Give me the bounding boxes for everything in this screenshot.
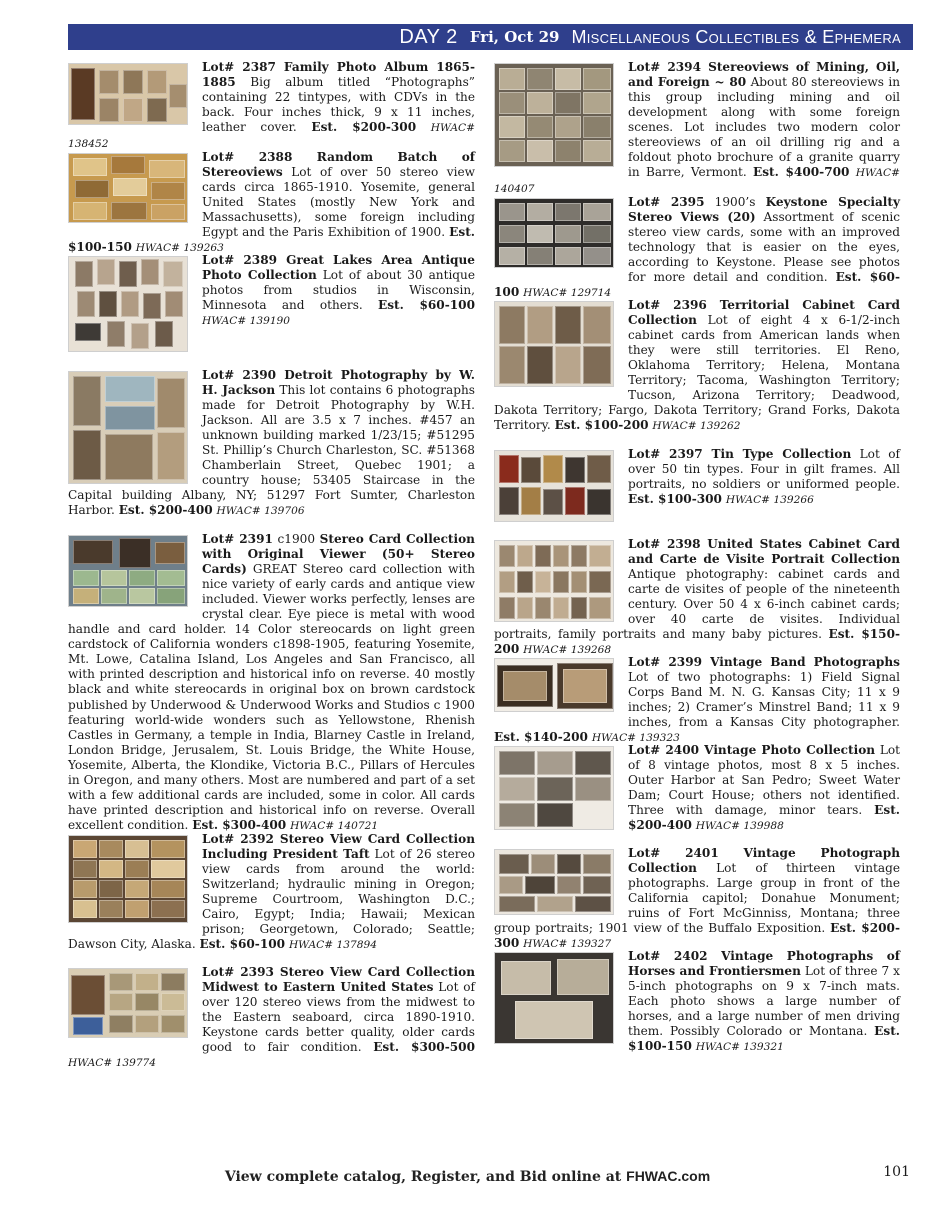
lot-2387-photo bbox=[68, 63, 188, 125]
lot-2389-photo bbox=[68, 256, 188, 352]
lot-2397-title: Lot# 2397 Tin Type Collection bbox=[628, 447, 852, 461]
lot-2396-text: Lot of eight 4 x 6-1/2-inch cabinet cards from American lands when they were still territories. El Reno, Oklahoma Territory; Helena, Montana Territory; Tacoma, Washington Territory; Tucson, Arizona Territory; Deadwood, Dakota Territory; Fargo, Dakota Territory; Grand Forks, Dakota Territory. bbox=[494, 313, 900, 433]
lot-2398-title: Lot# 2398 United States Cabinet Card and Carte de Visite Portrait Collection bbox=[628, 537, 900, 567]
lot-2396-photo bbox=[494, 301, 614, 387]
lot-2389-title: Lot# 2389 Great Lakes Area Antique Photo Collection bbox=[202, 253, 475, 283]
lot-2395-estimate: Est. $60-100 bbox=[494, 270, 900, 300]
lot-2393-photo bbox=[68, 968, 188, 1038]
lot-2392-photo bbox=[68, 835, 188, 923]
lot-2394 bbox=[494, 60, 900, 197]
lot-2395-title: Lot# 2395 bbox=[628, 195, 705, 209]
lot-2391-pre: c1900 bbox=[272, 532, 320, 546]
lot-2400-title: Lot# 2400 Vintage Photo Collection bbox=[628, 743, 876, 757]
lot-2401-photo bbox=[494, 849, 614, 915]
lot-2391-title: Lot# 2391 bbox=[202, 532, 273, 546]
lot-2397-hwac: HWAC# 139266 bbox=[725, 494, 814, 507]
lot-2398-estimate: Est. $150-200 bbox=[494, 627, 900, 657]
lot-2398-text: Antique photography: cabinet cards and carte de visites of people of the nineteenth century. Over 50 4 x 6-inch cabinet cards; over 40 carte de visites. Individual portraits, family portraits and many baby pictures. bbox=[494, 567, 900, 642]
lot-2400-hwac: HWAC# 139988 bbox=[695, 820, 784, 833]
lot-2393-text: Lot of over 120 stereo views from the midwest to the Eastern seaboard, circa 1890-1910. Keystone cards better quality, older cards good to fair condition. bbox=[202, 980, 475, 1055]
lot-2395-photo bbox=[494, 198, 614, 268]
header-category: Miscellaneous Collectibles & Ephemera bbox=[571, 26, 901, 47]
lot-2393-hwac: HWAC# 139774 bbox=[68, 1057, 157, 1070]
lot-2395-hwac: HWAC# 129714 bbox=[523, 287, 612, 300]
lot-2397-estimate: Est. $100-300 bbox=[628, 492, 722, 507]
lot-2389-text: Lot of about 30 antique photos from studios in Wisconsin, Minnesota and others. bbox=[202, 268, 475, 313]
lot-2387-title: Lot# 2387 Family Photo Album 1865-1885 bbox=[202, 60, 475, 90]
lot-2395-text: Assortment of scenic stereo view cards, some with an improved technology that is easier on the eyes, according to Keystone. Please see photos for more detail and condition. bbox=[628, 210, 900, 285]
lot-2387-text: Big album titled “Photographs” containing 22 tintypes, with CDVs in the back. Four inches thick, 9 x 11 inches, leather cover. bbox=[202, 75, 475, 135]
lot-2388-text: Lot of over 50 stereo view cards circa 1865-1910. Yosemite, general United States (mostly New York and Massachusetts), some foreign including Egypt and the Paris Exhibition of 1900. bbox=[202, 165, 475, 240]
lot-2400-text: Lot of 8 vintage photos, most 8 x 5 inches. Outer Harbor at San Pedro; Sweet Water Dam; Court House; others not identified. Three with damage, minor tears. bbox=[628, 743, 900, 818]
lot-2397-text: Lot of over 50 tin types. Four in gilt frames. All portraits, no soldiers or uniformed people. bbox=[628, 447, 900, 492]
header-day: DAY 2 bbox=[399, 25, 458, 48]
lot-2400 bbox=[494, 743, 900, 834]
lot-2402 bbox=[494, 949, 900, 1055]
lot-2399-text: Lot of two photographs: 1) Field Signal Corps Band M. N. G. Kansas City; 11 x 9 inches; 2) Cramer’s Minstrel Band; 11 x 9 inches, from a Kansas City photographer. bbox=[628, 670, 900, 730]
lot-2399-photo bbox=[494, 658, 614, 712]
lot-2396-title: Lot# 2396 Territorial Cabinet Card Collection bbox=[628, 298, 900, 328]
lot-2392-hwac: HWAC# 137894 bbox=[288, 939, 377, 952]
lot-2401-title: Lot# 2401 Vintage Photograph Collection bbox=[628, 846, 900, 876]
lot-2395-pre: 1900’s bbox=[704, 195, 766, 209]
lot-2387 bbox=[68, 60, 475, 152]
lot-2390-hwac: HWAC# 139706 bbox=[216, 505, 305, 518]
lot-2388-hwac: HWAC# 139263 bbox=[135, 242, 224, 255]
lot-2388-photo bbox=[68, 153, 188, 223]
lot-2390 bbox=[68, 368, 475, 519]
lot-2395 bbox=[494, 195, 900, 301]
lot-2402-estimate: Est. $100-150 bbox=[628, 1024, 900, 1054]
lot-2391 bbox=[68, 532, 475, 834]
lot-2391-photo bbox=[68, 535, 188, 607]
lot-2401-text: Lot of thirteen vintage photographs. Large group in front of the California capitol; Donahue Monument; ruins of Fort McGinniss, Montana; three group portraits; 1901 view of the Buffalo Exposition. bbox=[494, 861, 900, 936]
lot-2390-title: Lot# 2390 Detroit Photography by W. H. Jackson bbox=[202, 368, 475, 398]
lot-2399-hwac: HWAC# 139323 bbox=[591, 732, 680, 745]
lot-2392 bbox=[68, 832, 475, 953]
lot-2398 bbox=[494, 537, 900, 658]
lot-2388 bbox=[68, 150, 475, 256]
lot-2391-estimate: Est. $300-400 bbox=[192, 817, 287, 832]
lot-2388-title: Lot# 2388 Random Batch of Stereoviews bbox=[202, 150, 475, 180]
lot-2402-text: Lot of three 7 x 5-inch photographs on 9 x 7-inch mats. Each photo shows a large number of horses, and a large number of men driving them. Possibly Colorado or Montana. bbox=[628, 964, 900, 1039]
footer-banner bbox=[0, 1168, 935, 1185]
lot-2402-title: Lot# 2402 Vintage Photographs of Horses and Frontiersmen bbox=[628, 949, 900, 979]
lot-2389 bbox=[68, 253, 475, 356]
lot-2393-title: Lot# 2393 Stereo View Card Collection Midwest to Eastern United States bbox=[202, 965, 475, 995]
lot-2391-text: GREAT Stereo card collection with nice variety of early cards and antique view included. Viewer works perfectly, lenses are crystal clear. Eye piece is metal with wood handle and card holder. 14 Color stereocards on light green cardstock of California wonders c1898-1905, featuring Yosemite, Mt. Lowe, Catalina Island, Los Angeles and San Francisco, all with printed description and historical info on reverse. 40 mostly black and white stereocards in original box on brown cardstock published by Underwood & Underwood Works and Studios c 1900 featuring world-wide wonders such as Yellowstone, Rhenish Castles in Germany, a temple in India, Blarney Castle in Ireland, London Bridge, Jerusalem, St. Louis Bridge, the White House, Yosemite, Alberta, the Klondike, Victoria B.C., Pillars of Hercules in Oregon, and many others. Most are numbered and part of a set with a few additional cards are included, some in color. All cards have printed description and historical info on reverse. Overall excellent condition. bbox=[68, 562, 476, 832]
lot-2399-title: Lot# 2399 Vintage Band Photographs bbox=[628, 655, 900, 669]
lot-2390-estimate: Est. $200-400 bbox=[118, 503, 213, 518]
lot-2395-title-2: Keystone Specialty Stereo Views (20) bbox=[628, 195, 900, 225]
lot-2396-hwac: HWAC# 139262 bbox=[652, 420, 741, 433]
lot-2397-photo bbox=[494, 450, 614, 522]
lot-2398-photo bbox=[494, 540, 614, 622]
lot-2391-title-2: Stereo Card Collection with Original Viewer (50+ Stereo Cards) bbox=[202, 532, 475, 577]
lot-2392-title: Lot# 2392 Stereo View Card Collection Including President Taft bbox=[202, 832, 475, 862]
lot-2389-estimate: Est. $60-100 bbox=[378, 298, 475, 313]
lot-2394-estimate: Est. $400-700 bbox=[753, 165, 850, 180]
lot-2401-hwac: HWAC# 139327 bbox=[523, 938, 612, 951]
lot-2394-photo bbox=[494, 63, 614, 167]
lot-2402-hwac: HWAC# 139321 bbox=[695, 1041, 784, 1054]
lot-2394-title: Lot# 2394 Stereoviews of Mining, Oil, and Foreign ~ 80 bbox=[628, 60, 900, 90]
lot-2399 bbox=[494, 655, 900, 746]
lot-2393-estimate: Est. $300-500 bbox=[373, 1040, 475, 1055]
lot-2388-estimate: Est. $100-150 bbox=[68, 225, 475, 255]
lot-2402-photo bbox=[494, 952, 614, 1044]
page-number: 101 bbox=[883, 1164, 910, 1180]
lot-2401 bbox=[494, 846, 900, 952]
lot-2392-estimate: Est. $60-100 bbox=[199, 937, 286, 952]
lot-2397 bbox=[494, 447, 900, 526]
lot-2387-hwac: HWAC# 138452 bbox=[68, 122, 475, 151]
lot-2389-hwac: HWAC# 139190 bbox=[202, 315, 291, 328]
page-header-banner bbox=[68, 24, 913, 50]
lot-2393 bbox=[68, 965, 475, 1071]
lot-2391-hwac: HWAC# 140721 bbox=[290, 819, 379, 832]
lot-2401-estimate: Est. $200-300 bbox=[494, 921, 900, 951]
lot-2398-hwac: HWAC# 139268 bbox=[523, 644, 612, 657]
header-date: Fri, Oct 29 bbox=[469, 28, 560, 46]
footer-site-link[interactable]: FHWAC.com bbox=[626, 1168, 711, 1184]
lot-2399-estimate: Est. $140-200 bbox=[494, 730, 588, 745]
lot-2400-photo bbox=[494, 746, 614, 830]
footer-text: View complete catalog, Register, and Bid online at bbox=[224, 1169, 627, 1185]
lot-2390-text: This lot contains 6 photographs made for Detroit Photography by W.H. Jackson. All are 3.5 x 7 inches. #457 an unknown building marked 1/23/15; #51295 St. Phillip’s Church Charleston, SC. #51368 Chamberlain Street, Quebec 1901; a country house; 53405 Staircase in the Capital building Albany, NY; 51297 Fort Sumter, Charleston Harbor. bbox=[68, 383, 475, 518]
lot-2396-estimate: Est. $100-200 bbox=[554, 418, 649, 433]
lot-2387-estimate: Est. $200-300 bbox=[311, 120, 417, 135]
lot-2394-text: About 80 stereoviews in this group including mining and oil development along with some foreign scenes. Lot includes two modern color stereoviews of an oil drilling rig and a foldout photo brochure of a granite quarry in Barre, Vermont. bbox=[628, 75, 900, 180]
lot-2390-photo bbox=[68, 371, 188, 484]
lot-2394-hwac: HWAC# 140407 bbox=[494, 167, 900, 196]
lot-2400-estimate: Est. $200-400 bbox=[628, 803, 900, 833]
lot-2396 bbox=[494, 298, 900, 434]
lot-2392-text: Lot of 26 stereo view cards from around the world: Switzerland; hydraulic mining in Oregon; Supreme Courtroom, Washington D.C.; Cairo, Egypt; India; Hawaii; Mexican prison; Georgetown, Colorado; Seattle; Dawson City, Alaska. bbox=[68, 847, 475, 952]
